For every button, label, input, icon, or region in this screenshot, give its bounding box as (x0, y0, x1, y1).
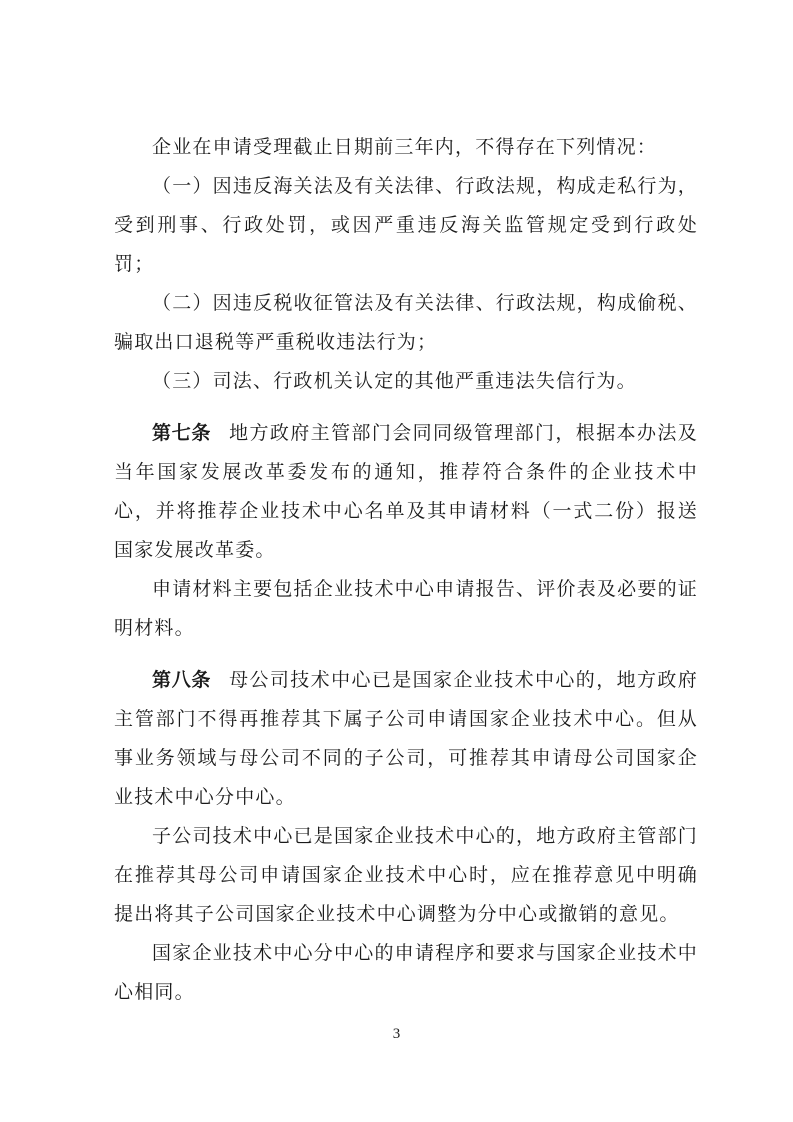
article-7-number: 第七条 (152, 422, 212, 444)
paragraph-item-3: （三）司法、行政机关认定的其他严重违法失信行为。 (152, 370, 637, 392)
paragraph-subsidiary: 子公司技术中心已是国家企业技术中心的，地方政府主管部门在推荐其母公司申请国家企业技术中心时，应在推荐意见中明确提出将其子公司国家企业技术中心调整为分中心或撤销的意见。 (114, 825, 698, 925)
paragraph-intro: 企业在申请受理截止日期前三年内，不得存在下列情况： (152, 136, 658, 158)
paragraph-item-2: （二）因违反税收征管法及有关法律、行政法规，构成偷税、骗取出口退税等严重税收违法行为； (114, 292, 698, 353)
paragraph-item-1: （一）因违反海关法及有关法律、行政法规，构成走私行为，受到刑事、行政处罚，或因严重违反海关监管规定受到行政处罚； (114, 175, 698, 275)
body-text (114, 128, 698, 1012)
article-8-text: 母公司技术中心已是国家企业技术中心的，地方政府主管部门不得再推荐其下属子公司申请国家企业技术中心。但从事业务领域与母公司不同的子公司，可推荐其申请母公司国家企业技术中心分中心。 (114, 669, 698, 808)
article-8 (114, 661, 698, 817)
paragraph-branch-center: 国家企业技术中心分中心的申请程序和要求与国家企业技术中心相同。 (114, 942, 698, 1003)
article-7-text: 地方政府主管部门会同同级管理部门，根据本办法及当年国家发展改革委发布的通知，推荐符合条件的企业技术中心，并将推荐企业技术中心名单及其申请材料（一式二份）报送国家发展改革委。 (114, 422, 698, 561)
paragraph-application-materials: 申请材料主要包括企业技术中心申请报告、评价表及必要的证明材料。 (114, 578, 698, 639)
article-7 (114, 414, 698, 570)
page-number: 3 (392, 1026, 401, 1042)
article-8-number: 第八条 (152, 669, 212, 691)
